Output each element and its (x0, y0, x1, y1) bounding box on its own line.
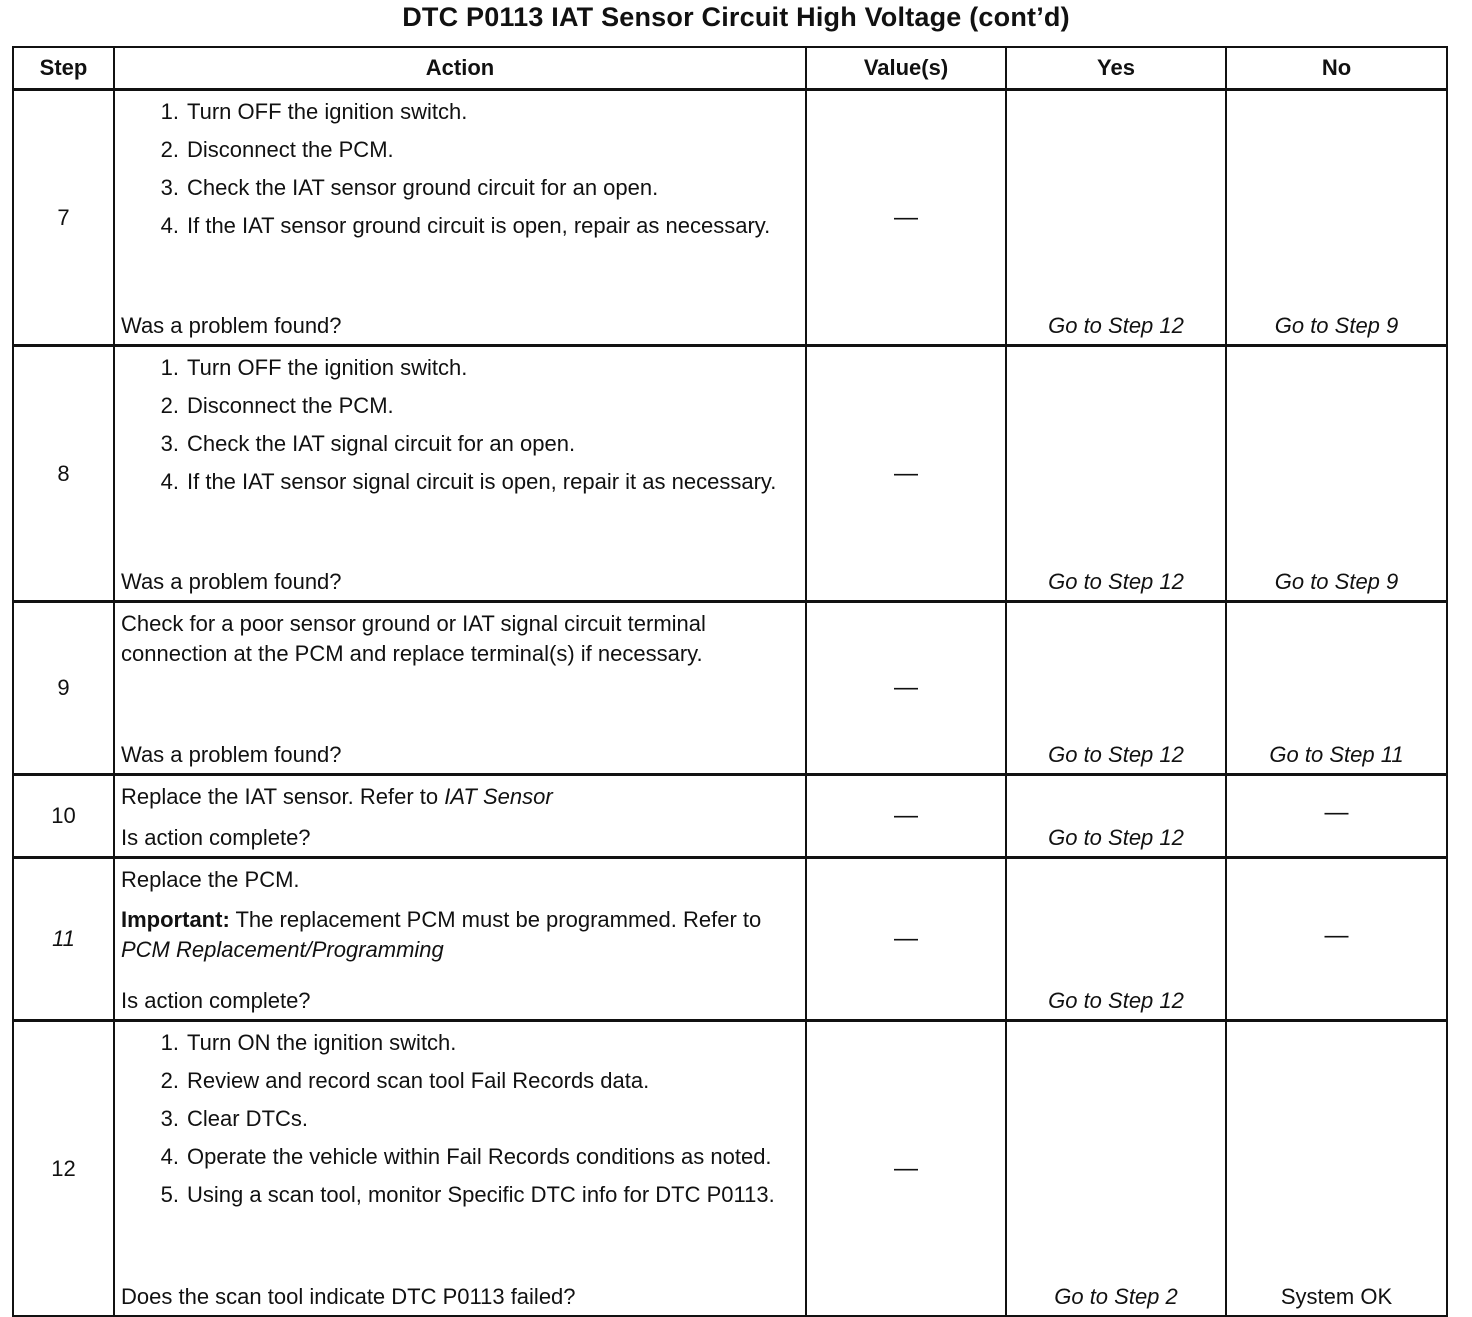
no-result: System OK (1280, 1284, 1393, 1309)
no-cell (1226, 602, 1447, 775)
yes-cell (1006, 346, 1226, 602)
list-item: 5. Using a scan tool, monitor Specific DTC info for DTC P0113. (160, 1182, 775, 1207)
action-cell (114, 602, 806, 775)
step-number: 9 (13, 602, 114, 775)
action-cell (114, 346, 806, 602)
table-row (13, 602, 1447, 775)
list-item: 1. Turn OFF the ignition switch. (160, 355, 468, 380)
yes-cell (1006, 775, 1226, 858)
list-item: 3. Check the IAT signal circuit for an open. (160, 431, 576, 456)
step-number: 8 (13, 346, 114, 602)
yes-cell (1006, 90, 1226, 346)
action-text: Check for a poor sensor ground or IAT signal circuit terminal connection at the PCM and replace terminal(s) if necessary. (121, 611, 706, 666)
value-cell: — (806, 346, 1006, 602)
header-row (13, 47, 1447, 90)
no-cell (1226, 1021, 1447, 1317)
list-item: 4. If the IAT sensor signal circuit is open, repair it as necessary. (160, 469, 777, 494)
yes-goto: Go to Step 12 (1048, 988, 1184, 1013)
action-question: Does the scan tool indicate DTC P0113 failed? (121, 1284, 576, 1309)
yes-goto: Go to Step 12 (1048, 825, 1184, 850)
no-goto: Go to Step 9 (1274, 569, 1399, 594)
list-item: 2. Review and record scan tool Fail Records data. (160, 1068, 650, 1093)
value-cell: — (806, 90, 1006, 346)
table-row (13, 858, 1447, 1021)
reference-link-text: IAT Sensor (444, 784, 553, 809)
no-value-dash: — (1324, 922, 1349, 950)
action-text: Replace the IAT sensor. Refer to IAT Sensor (121, 784, 553, 809)
action-text: Replace the PCM. (121, 867, 300, 892)
list-item: 4. Operate the vehicle within Fail Records conditions as noted. (160, 1144, 772, 1169)
value-cell: — (806, 1021, 1006, 1317)
action-question: Is action complete? (121, 988, 311, 1013)
no-cell (1226, 90, 1447, 346)
action-cell (114, 1021, 806, 1317)
diagnostic-table (12, 46, 1448, 1317)
no-cell (1226, 346, 1447, 602)
step-number: 7 (13, 90, 114, 346)
reference-link-text: PCM Replacement/Programming (121, 937, 444, 962)
action-steps (115, 347, 805, 497)
action-steps (115, 1022, 805, 1210)
header-yes: Yes (1006, 47, 1226, 90)
step-number: 10 (13, 775, 114, 858)
header-no: No (1226, 47, 1447, 90)
action-cell (114, 90, 806, 346)
action-cell (114, 775, 806, 858)
value-cell: — (806, 602, 1006, 775)
table-row (13, 90, 1447, 346)
action-question: Is action complete? (121, 825, 311, 850)
yes-goto: Go to Step 12 (1048, 313, 1184, 338)
yes-cell (1006, 1021, 1226, 1317)
header-action: Action (114, 47, 806, 90)
list-item: 1. Turn ON the ignition switch. (160, 1030, 457, 1055)
no-value-dash: — (1324, 799, 1349, 827)
yes-goto: Go to Step 2 (1054, 1284, 1178, 1309)
action-question: Was a problem found? (121, 569, 342, 594)
list-item: 2. Disconnect the PCM. (160, 393, 394, 418)
action-steps (115, 91, 805, 241)
important-note: Important: The replacement PCM must be programmed. Refer to PCM Replacement/Programming (121, 907, 762, 962)
yes-goto: Go to Step 12 (1048, 569, 1184, 594)
step-number: 11 (13, 858, 114, 1021)
table-row (13, 775, 1447, 858)
action-cell (114, 858, 806, 1021)
important-label: Important: (121, 907, 230, 932)
action-question: Was a problem found? (121, 742, 342, 767)
header-values: Value(s) (806, 47, 1006, 90)
no-cell (1226, 775, 1447, 858)
list-item: 3. Check the IAT sensor ground circuit for an open. (160, 175, 659, 200)
step-number: 12 (13, 1021, 114, 1317)
list-item: 4. If the IAT sensor ground circuit is open, repair as necessary. (160, 213, 771, 238)
table-row (13, 346, 1447, 602)
page-title: DTC P0113 IAT Sensor Circuit High Voltage (cont’d) (402, 2, 1070, 32)
no-cell (1226, 858, 1447, 1021)
yes-cell (1006, 858, 1226, 1021)
list-item: 2. Disconnect the PCM. (160, 137, 394, 162)
value-cell: — (806, 858, 1006, 1021)
no-goto: Go to Step 9 (1274, 313, 1399, 338)
header-step: Step (13, 47, 114, 90)
table-row (13, 1021, 1447, 1317)
no-goto: Go to Step 11 (1269, 742, 1404, 767)
action-question: Was a problem found? (121, 313, 342, 338)
yes-goto: Go to Step 12 (1048, 742, 1184, 767)
yes-cell (1006, 602, 1226, 775)
value-cell: — (806, 775, 1006, 858)
list-item: 3. Clear DTCs. (160, 1106, 309, 1131)
list-item: 1. Turn OFF the ignition switch. (160, 99, 468, 124)
